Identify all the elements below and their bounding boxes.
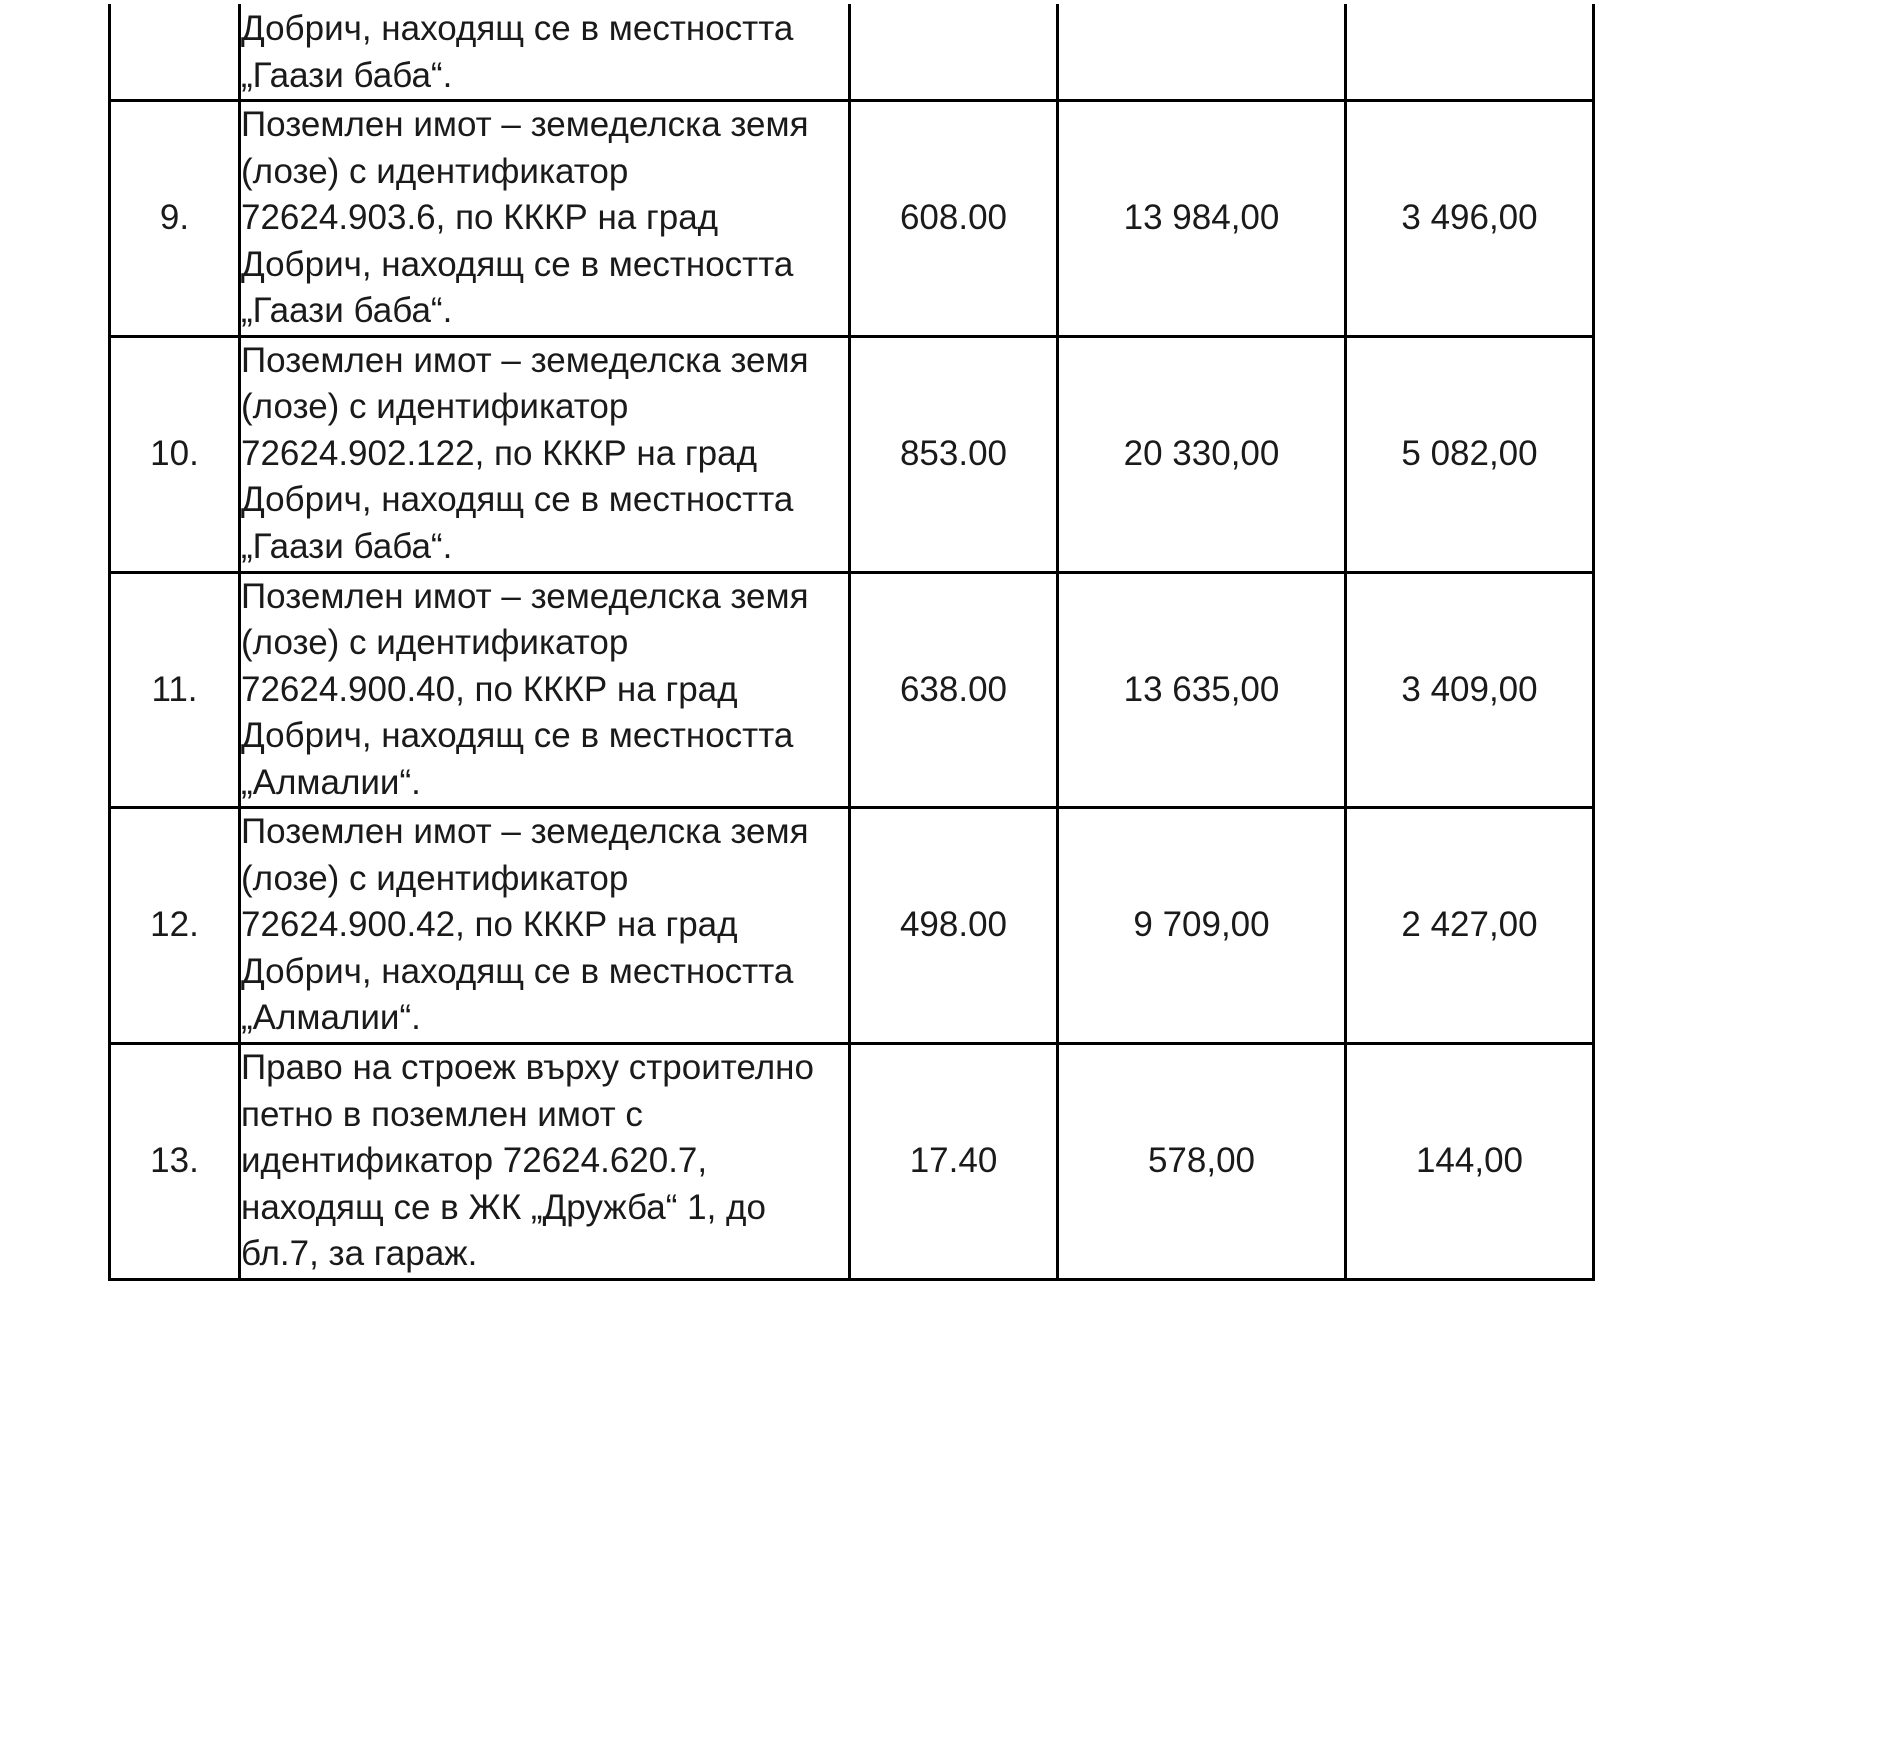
row-number: 12. bbox=[150, 905, 199, 945]
table-body bbox=[110, 4, 1594, 1279]
row-value1: 13 635,00 bbox=[1123, 669, 1280, 709]
row-description-cell bbox=[240, 101, 850, 337]
table-row bbox=[110, 336, 1594, 572]
description-line: Поземлен имот – земеделска земя bbox=[241, 340, 809, 380]
row-value2-cell bbox=[1346, 4, 1594, 101]
row-value1: 578,00 bbox=[1147, 1141, 1256, 1181]
row-number-cell bbox=[110, 1044, 240, 1280]
row-value2-cell bbox=[1346, 808, 1594, 1044]
row-description-cell bbox=[240, 336, 850, 572]
description-line: бл.7, за гараж. bbox=[241, 1234, 478, 1274]
description-line: 72624.900.42, по КККР на град bbox=[241, 905, 738, 945]
description-line: 72624.903.6, по КККР на град bbox=[241, 198, 719, 238]
row-area: 638.00 bbox=[899, 669, 1008, 709]
row-value2: 144,00 bbox=[1415, 1141, 1524, 1181]
description-line: Добрич, находящ се в местността bbox=[241, 244, 794, 284]
row-area: 17.40 bbox=[909, 1141, 998, 1181]
description-line: Добрич, находящ се в местността bbox=[241, 716, 794, 756]
row-area: 498.00 bbox=[899, 905, 1008, 945]
row-number-cell bbox=[110, 4, 240, 101]
description-line: „Гаази баба“. bbox=[241, 291, 453, 331]
description-line: „Гаази баба“. bbox=[241, 527, 453, 567]
row-value1-cell bbox=[1058, 101, 1346, 337]
description-line: (лозе) с идентификатор bbox=[241, 858, 629, 898]
table-row bbox=[110, 1044, 1594, 1280]
row-area-cell bbox=[850, 808, 1058, 1044]
row-value1: 20 330,00 bbox=[1123, 433, 1280, 473]
table-row bbox=[110, 808, 1594, 1044]
row-number: 13. bbox=[150, 1141, 199, 1181]
property-table bbox=[108, 4, 1595, 1281]
description-line: 72624.902.122, по КККР на град bbox=[241, 433, 758, 473]
row-value1-cell bbox=[1058, 336, 1346, 572]
row-value2-cell bbox=[1346, 101, 1594, 337]
description-line: Добрич, находящ се в местността bbox=[241, 9, 794, 48]
description-line: „Алмалии“. bbox=[241, 998, 421, 1038]
row-description-cell bbox=[240, 572, 850, 808]
row-description-cell bbox=[240, 808, 850, 1044]
row-value1-cell bbox=[1058, 808, 1346, 1044]
row-value2-cell bbox=[1346, 1044, 1594, 1280]
description-line: „Алмалии“. bbox=[241, 762, 421, 802]
description-line: (лозе) с идентификатор bbox=[241, 387, 629, 427]
table-row bbox=[110, 572, 1594, 808]
row-number-cell bbox=[110, 808, 240, 1044]
description-line: петно в поземлен имот с bbox=[241, 1094, 643, 1134]
description-line: Поземлен имот – земеделска земя bbox=[241, 812, 809, 852]
description-line: Поземлен имот – земеделска земя bbox=[241, 576, 809, 616]
description-line: Добрич, находящ се в местността bbox=[241, 480, 794, 520]
row-description-cell bbox=[240, 1044, 850, 1280]
description-line: находящ се в ЖК „Дружба“ 1, до bbox=[241, 1187, 766, 1227]
row-value2: 5 082,00 bbox=[1401, 433, 1538, 473]
row-number: 10. bbox=[150, 433, 199, 473]
row-area-cell bbox=[850, 572, 1058, 808]
row-value2: 3 496,00 bbox=[1401, 198, 1538, 238]
row-value1: 13 984,00 bbox=[1123, 198, 1280, 238]
description-line: Право на строеж върху строително bbox=[241, 1048, 814, 1088]
description-line: (лозе) с идентификатор bbox=[241, 623, 629, 663]
row-value2: 3 409,00 bbox=[1401, 669, 1538, 709]
row-area: 608.00 bbox=[899, 198, 1008, 238]
table-row bbox=[110, 4, 1594, 101]
row-value2: 2 427,00 bbox=[1401, 905, 1538, 945]
description-line: Поземлен имот – земеделска земя bbox=[241, 105, 809, 145]
table-row bbox=[110, 101, 1594, 337]
description-line: (лозе) с идентификатор bbox=[241, 151, 629, 191]
row-value1-cell bbox=[1058, 572, 1346, 808]
row-description-cell bbox=[240, 4, 850, 101]
description-line: „Гаази баба“. bbox=[241, 55, 453, 95]
description-line: идентификатор 72624.620.7, bbox=[241, 1141, 708, 1181]
row-area: 853.00 bbox=[899, 433, 1008, 473]
row-value1-cell bbox=[1058, 1044, 1346, 1280]
row-area-cell bbox=[850, 336, 1058, 572]
row-value1: 9 709,00 bbox=[1133, 905, 1270, 945]
row-number: 11. bbox=[151, 669, 198, 709]
description-line: Добрич, находящ се в местността bbox=[241, 951, 794, 991]
row-area-cell bbox=[850, 4, 1058, 101]
description-line: 72624.900.40, по КККР на град bbox=[241, 669, 738, 709]
row-value2-cell bbox=[1346, 336, 1594, 572]
row-number-cell bbox=[110, 572, 240, 808]
row-area-cell bbox=[850, 1044, 1058, 1280]
row-number-cell bbox=[110, 336, 240, 572]
row-number: 9. bbox=[159, 198, 190, 238]
row-number-cell bbox=[110, 101, 240, 337]
row-value1-cell bbox=[1058, 4, 1346, 101]
row-value2-cell bbox=[1346, 572, 1594, 808]
row-area-cell bbox=[850, 101, 1058, 337]
